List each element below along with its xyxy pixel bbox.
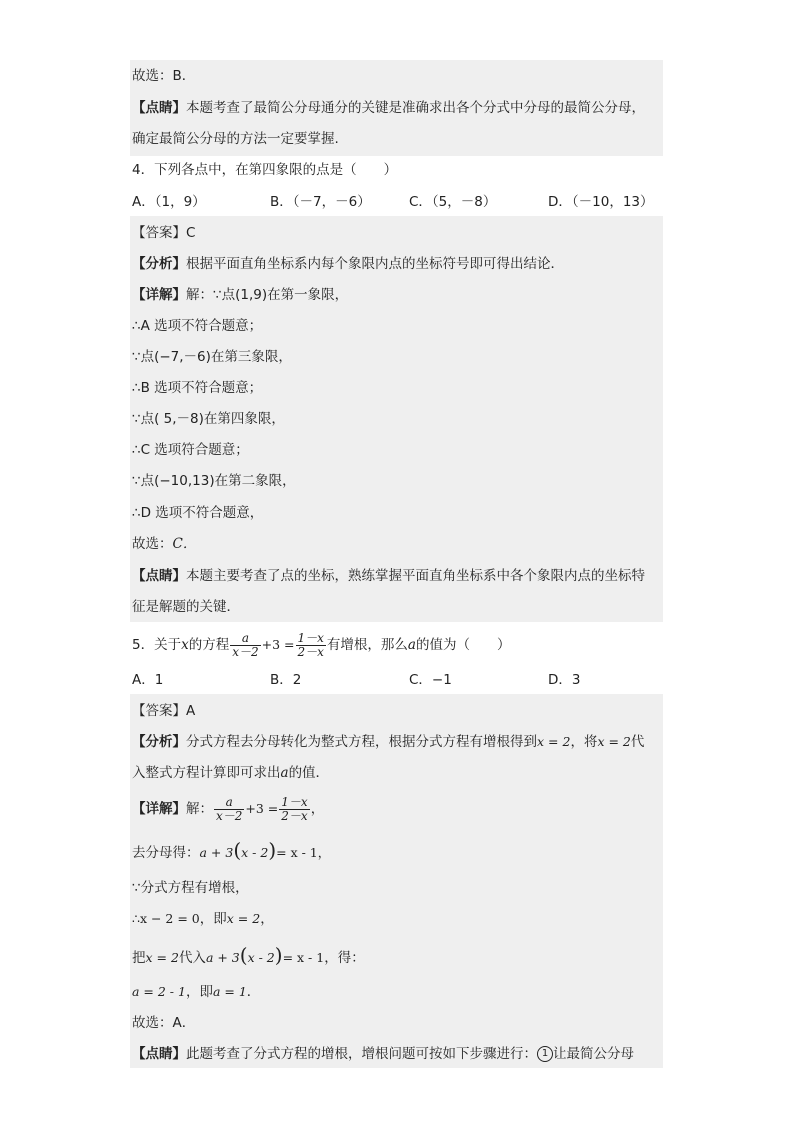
denominator: x－2 — [232, 644, 259, 659]
analysis-text: 根据平面直角坐标系内每个象限内点的坐标符号即可得出结论． — [186, 256, 564, 272]
equation: x = 2 — [597, 734, 631, 749]
fraction — [230, 632, 260, 659]
fraction — [279, 796, 309, 823]
detail-label: 【详解】 — [132, 287, 186, 303]
analysis-text: 入整式方程计算即可求出 — [132, 765, 281, 781]
q4-detail-3: ∵点(−7,－6)在第三象限， — [132, 349, 292, 365]
comment-text: 本题主要考查了点的坐标，熟练掌握平面直角坐标系中各个象限内点的坐标特 — [186, 568, 645, 584]
q4-detail-8: ∴D 选项不符合题意， — [132, 505, 264, 521]
step-text: ，即 — [185, 984, 213, 1000]
q4-detail-7: ∵点(−10,13)在第二象限， — [132, 473, 296, 489]
plus-three: +3 = — [261, 637, 295, 652]
comment-text: 让最简公分母 — [553, 1046, 634, 1062]
q4-detail-4: ∴B 选项不符合题意； — [132, 380, 263, 396]
comment-label: 【点睛】 — [132, 1046, 186, 1062]
numerator: 1－x — [297, 630, 324, 645]
q5-step2: ∵分式方程有增根， — [132, 880, 249, 896]
equation: a = 1 — [212, 984, 247, 999]
denominator: 2－x — [297, 644, 324, 659]
q5-question — [132, 630, 510, 660]
step-text: ，即 — [199, 911, 227, 927]
step-text: 把 — [132, 950, 146, 966]
paren: ) — [274, 943, 283, 967]
equation: = x - 1， — [276, 845, 331, 860]
equation: a + 3 — [205, 950, 240, 965]
var-a: a — [407, 637, 416, 653]
q4-option-c: C．（5，－8） — [409, 194, 497, 210]
detail-text: 解：∵点(1,9)在第一象限， — [186, 287, 349, 303]
q4-comment-2: 征是解题的关键． — [132, 599, 240, 615]
q5-text: 的值为（ ） — [415, 637, 511, 653]
q5-option-d: D．3 — [548, 672, 581, 688]
paren: ( — [233, 838, 242, 862]
equation: x = 2 — [226, 911, 261, 926]
detail-label: 【详解】 — [132, 801, 186, 817]
equation: x = 2 — [537, 734, 571, 749]
q5-option-b: B．2 — [270, 672, 302, 688]
q4-answer: 【答案】C — [132, 225, 196, 241]
q5-text: 有增根，那么 — [326, 637, 408, 653]
q3-comment-line-1 — [132, 98, 645, 118]
analysis-label: 【分析】 — [132, 256, 186, 272]
equation: = x - 1 — [282, 950, 325, 965]
q4-detail-5: ∵点( 5,－8)在第四象限， — [132, 411, 285, 427]
paren: ) — [268, 838, 277, 862]
q3-answer-line: 故选：B． — [132, 68, 196, 84]
q4-option-b: B．（－7，－6） — [270, 194, 371, 210]
q5-analysis-1 — [132, 732, 644, 752]
q4-option-d: D．（－10，13） — [548, 194, 654, 210]
q5-step5 — [132, 982, 260, 1002]
choose-text: 故选： — [132, 536, 173, 552]
equation: a + 3 — [199, 845, 234, 860]
comment-text: 本题考查了最简公分母通分的关键是准确求出各个分式中分母的最简公分母， — [186, 100, 645, 116]
q4-option-a: A．（1，9） — [132, 194, 206, 210]
detail-text: 解： — [186, 801, 213, 817]
step-text: 代入 — [178, 950, 206, 966]
step-label: 去分母得： — [132, 845, 200, 861]
equation: x = 2 — [145, 950, 179, 965]
analysis-text: 分式方程去分母转化为整式方程，根据分式方程有增根得到 — [186, 734, 537, 750]
q5-comment — [132, 1044, 634, 1064]
step-text: ． — [246, 984, 261, 1000]
comment-label: 【点睛】 — [132, 568, 186, 584]
q5-step1 — [132, 840, 330, 863]
step-text: ，得： — [324, 950, 365, 966]
choose-value: C． — [172, 536, 197, 552]
equation: a = 2 - 1 — [132, 984, 186, 999]
q5-step4 — [132, 945, 365, 968]
q5-text: 的方程 — [188, 637, 230, 653]
q5-step3 — [132, 909, 274, 929]
equation: x - 2 — [241, 845, 269, 860]
paren: ( — [239, 943, 248, 967]
q5-option-a: A．1 — [132, 672, 164, 688]
equation: x - 2 — [247, 950, 275, 965]
q4-analysis — [132, 254, 564, 274]
analysis-text: 的值． — [288, 765, 330, 781]
numerator: 1－x — [281, 794, 308, 809]
analysis-text: ，将 — [570, 734, 598, 750]
var-a: a — [280, 765, 289, 781]
comment-text: 此题考查了分式方程的增根，增根问题可按如下步骤进行： — [186, 1046, 537, 1062]
plus-three: +3 = — [245, 801, 279, 816]
q5-option-c: C．−1 — [409, 672, 452, 688]
q5-choose: 故选：A． — [132, 1015, 196, 1031]
q5-answer: 【答案】A — [132, 703, 196, 719]
fraction — [214, 796, 244, 823]
q4-detail-2: ∴A 选项不符合题意； — [132, 318, 263, 334]
comment-label: 【点睛】 — [132, 100, 186, 116]
q4-question: 4．下列各点中，在第四象限的点是（ ） — [132, 162, 398, 178]
q4-comment-1 — [132, 566, 645, 586]
numerator: a — [214, 796, 244, 810]
equation: ∴x − 2 = 0 — [132, 911, 200, 926]
numerator: a — [230, 632, 260, 646]
q3-comment-line-2: 确定最简公分母的方法一定要掌握. — [132, 131, 339, 147]
denominator: 2－x — [281, 808, 308, 823]
fraction — [296, 632, 326, 659]
q5-detail — [132, 792, 324, 826]
q4-detail-6: ∴C 选项符合题意； — [132, 442, 249, 458]
q5-text: 5．关于 — [132, 637, 182, 653]
q5-analysis-2 — [132, 763, 329, 783]
q4-choose — [132, 534, 196, 554]
var-x: x — [181, 637, 189, 653]
analysis-text: 代 — [630, 734, 645, 750]
circled-number: 1 — [537, 1046, 553, 1062]
analysis-label: 【分析】 — [132, 734, 186, 750]
denominator: x－2 — [216, 808, 243, 823]
detail-text: ， — [310, 801, 325, 817]
step-text: ， — [260, 911, 274, 927]
q4-detail-1 — [132, 285, 348, 305]
